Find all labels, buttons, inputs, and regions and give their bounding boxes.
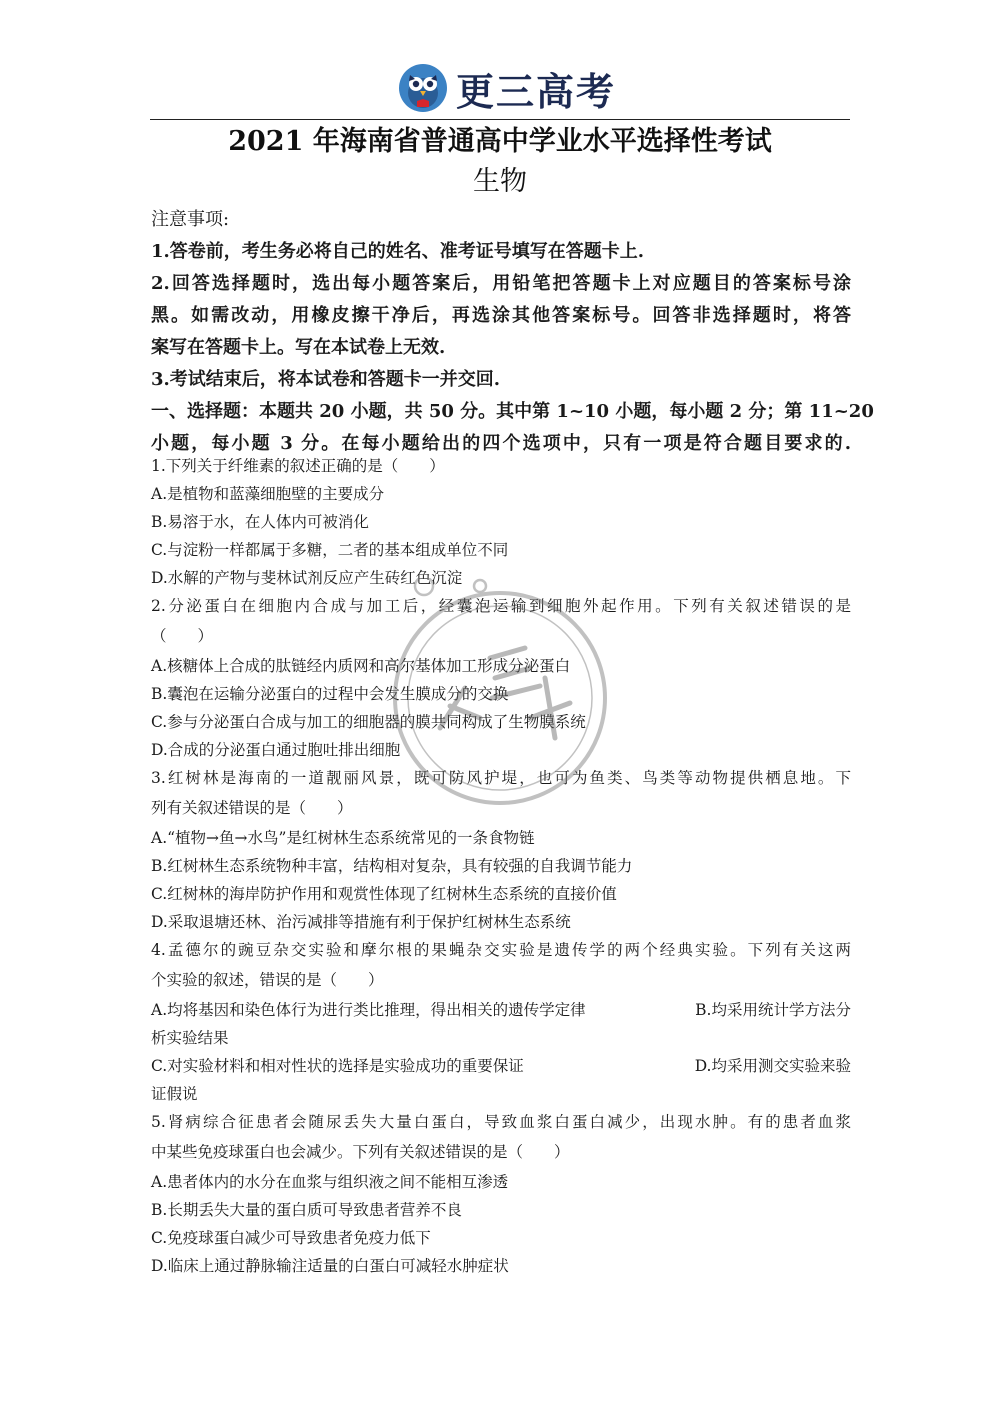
question-1-option-b: B.易溶于水，在人体内可被消化 — [151, 513, 369, 531]
question-3-option-a: A.“植物→鱼→水鸟”是红树林生态系统常见的一条食物链 — [151, 829, 535, 847]
question-4-option-d-line-2: 证假说 — [151, 1085, 198, 1103]
question-4-option-a: A.均将基因和染色体行为进行类比推理，得出相关的遗传学定律 — [151, 1001, 586, 1019]
question-4-options-cd — [151, 1052, 851, 1080]
notice-item-2-line-3: 案写在答题卡上。写在本试卷上无效. — [151, 337, 446, 358]
question-1-option-c: C.与淀粉一样都属于多糖，二者的基本组成单位不同 — [151, 541, 509, 559]
question-5-option-d: D.临床上通过静脉输注适量的白蛋白可减轻水肿症状 — [151, 1257, 509, 1275]
question-3-option-d: D.采取退塘还林、治污减排等措施有利于保护红树林生态系统 — [151, 913, 571, 931]
question-3-option-b: B.红树林生态系统物种丰富，结构相对复杂，具有较强的自我调节能力 — [151, 857, 633, 875]
brand-name: 更三高考 — [456, 69, 617, 114]
notice-title: 注意事项: — [151, 209, 230, 230]
notice-item-1: 1.答卷前，考生务必将自己的姓名、准考证号填写在答题卡上. — [151, 241, 645, 262]
question-5-stem-line-1: 5.肾病综合征患者会随尿丢失大量白蛋白，导致血浆白蛋白减少，出现水肿。有的患者血浆 — [151, 1113, 851, 1131]
section-header-line-1: 一、选择题：本题共 20 小题，共 50 分。其中第 1~10 小题，每小题 2 分；第 11~20 — [151, 401, 874, 422]
question-3-stem-line-1: 3.红树林是海南的一道靓丽风景，既可防风护堤，也可为鱼类、鸟类等动物提供栖息地。下 — [151, 769, 851, 787]
question-1-option-d: D.水解的产物与斐林试剂反应产生砖红色沉淀 — [151, 569, 463, 587]
question-5-stem-line-2: 中某些免疫球蛋白也会减少。下列有关叙述错误的是（ ） — [151, 1143, 570, 1161]
question-2-option-c: C.参与分泌蛋白合成与加工的细胞器的膜共同构成了生物膜系统 — [151, 713, 586, 731]
question-4-option-b-line-2: 析实验结果 — [151, 1029, 229, 1047]
question-5-option-b: B.长期丢失大量的蛋白质可导致患者营养不良 — [151, 1201, 462, 1219]
question-4-option-c: C.对实验材料和相对性状的选择是实验成功的重要保证 — [151, 1057, 524, 1075]
question-1-option-a: A.是植物和蓝藻细胞壁的主要成分 — [151, 485, 385, 503]
question-2-option-a: A.核糖体上合成的肽链经内质网和高尔基体加工形成分泌蛋白 — [151, 657, 571, 675]
notice-item-3: 3.考试结束后，将本试卷和答题卡一并交回. — [151, 369, 501, 390]
question-2-stem-line-1: 2.分泌蛋白在细胞内合成与加工后，经囊泡运输到细胞外起作用。下列有关叙述错误的是 — [151, 597, 851, 615]
notice-item-2-line-1: 2.回答选择题时，选出每小题答案后，用铅笔把答题卡上对应题目的答案标号涂 — [151, 273, 851, 294]
question-5-option-c: C.免疫球蛋白减少可导致患者免疫力低下 — [151, 1229, 431, 1247]
question-4-stem-line-2: 个实验的叙述，错误的是（ ） — [151, 971, 384, 989]
questions-section — [151, 452, 851, 1280]
notice-section — [151, 204, 874, 460]
question-3-stem-line-2: 列有关叙述错误的是（ ） — [151, 799, 353, 817]
question-4-option-b-line-1: B.均采用统计学方法分 — [695, 1001, 851, 1019]
question-4-stem-line-1: 4.孟德尔的豌豆杂交实验和摩尔根的果蝇杂交实验是遗传学的两个经典实验。下列有关这两 — [151, 941, 851, 959]
header-divider — [150, 119, 850, 120]
question-2-option-d: D.合成的分泌蛋白通过胞吐排出细胞 — [151, 741, 401, 759]
question-3-option-c: C.红树林的海岸防护作用和观赏性体现了红树林生态系统的直接价值 — [151, 885, 617, 903]
section-header-line-2: 小题，每小题 3 分。在每小题给出的四个选项中，只有一项是符合题目要求的. — [151, 433, 851, 454]
question-2-option-b: B.囊泡在运输分泌蛋白的过程中会发生膜成分的交换 — [151, 685, 509, 703]
question-2-stem-line-2: （ ） — [151, 627, 214, 645]
notice-item-2-line-2: 黑。如需改动，用橡皮擦干净后，再选涂其他答案标号。回答非选择题时，将答 — [151, 305, 851, 326]
owl-mascot-icon — [398, 63, 448, 113]
question-4-options-ab — [151, 996, 851, 1024]
question-1-stem: 1.下列关于纤维素的叙述正确的是（ ） — [151, 457, 445, 475]
exam-subject: 生物 — [473, 166, 527, 197]
exam-title: 2021 年海南省普通高中学业水平选择性考试 — [228, 126, 772, 157]
question-5-option-a: A.患者体内的水分在血浆与组织液之间不能相互渗透 — [151, 1173, 509, 1191]
question-4-option-d-line-1: D.均采用测交实验来验 — [694, 1057, 851, 1075]
header-logo — [398, 62, 616, 114]
